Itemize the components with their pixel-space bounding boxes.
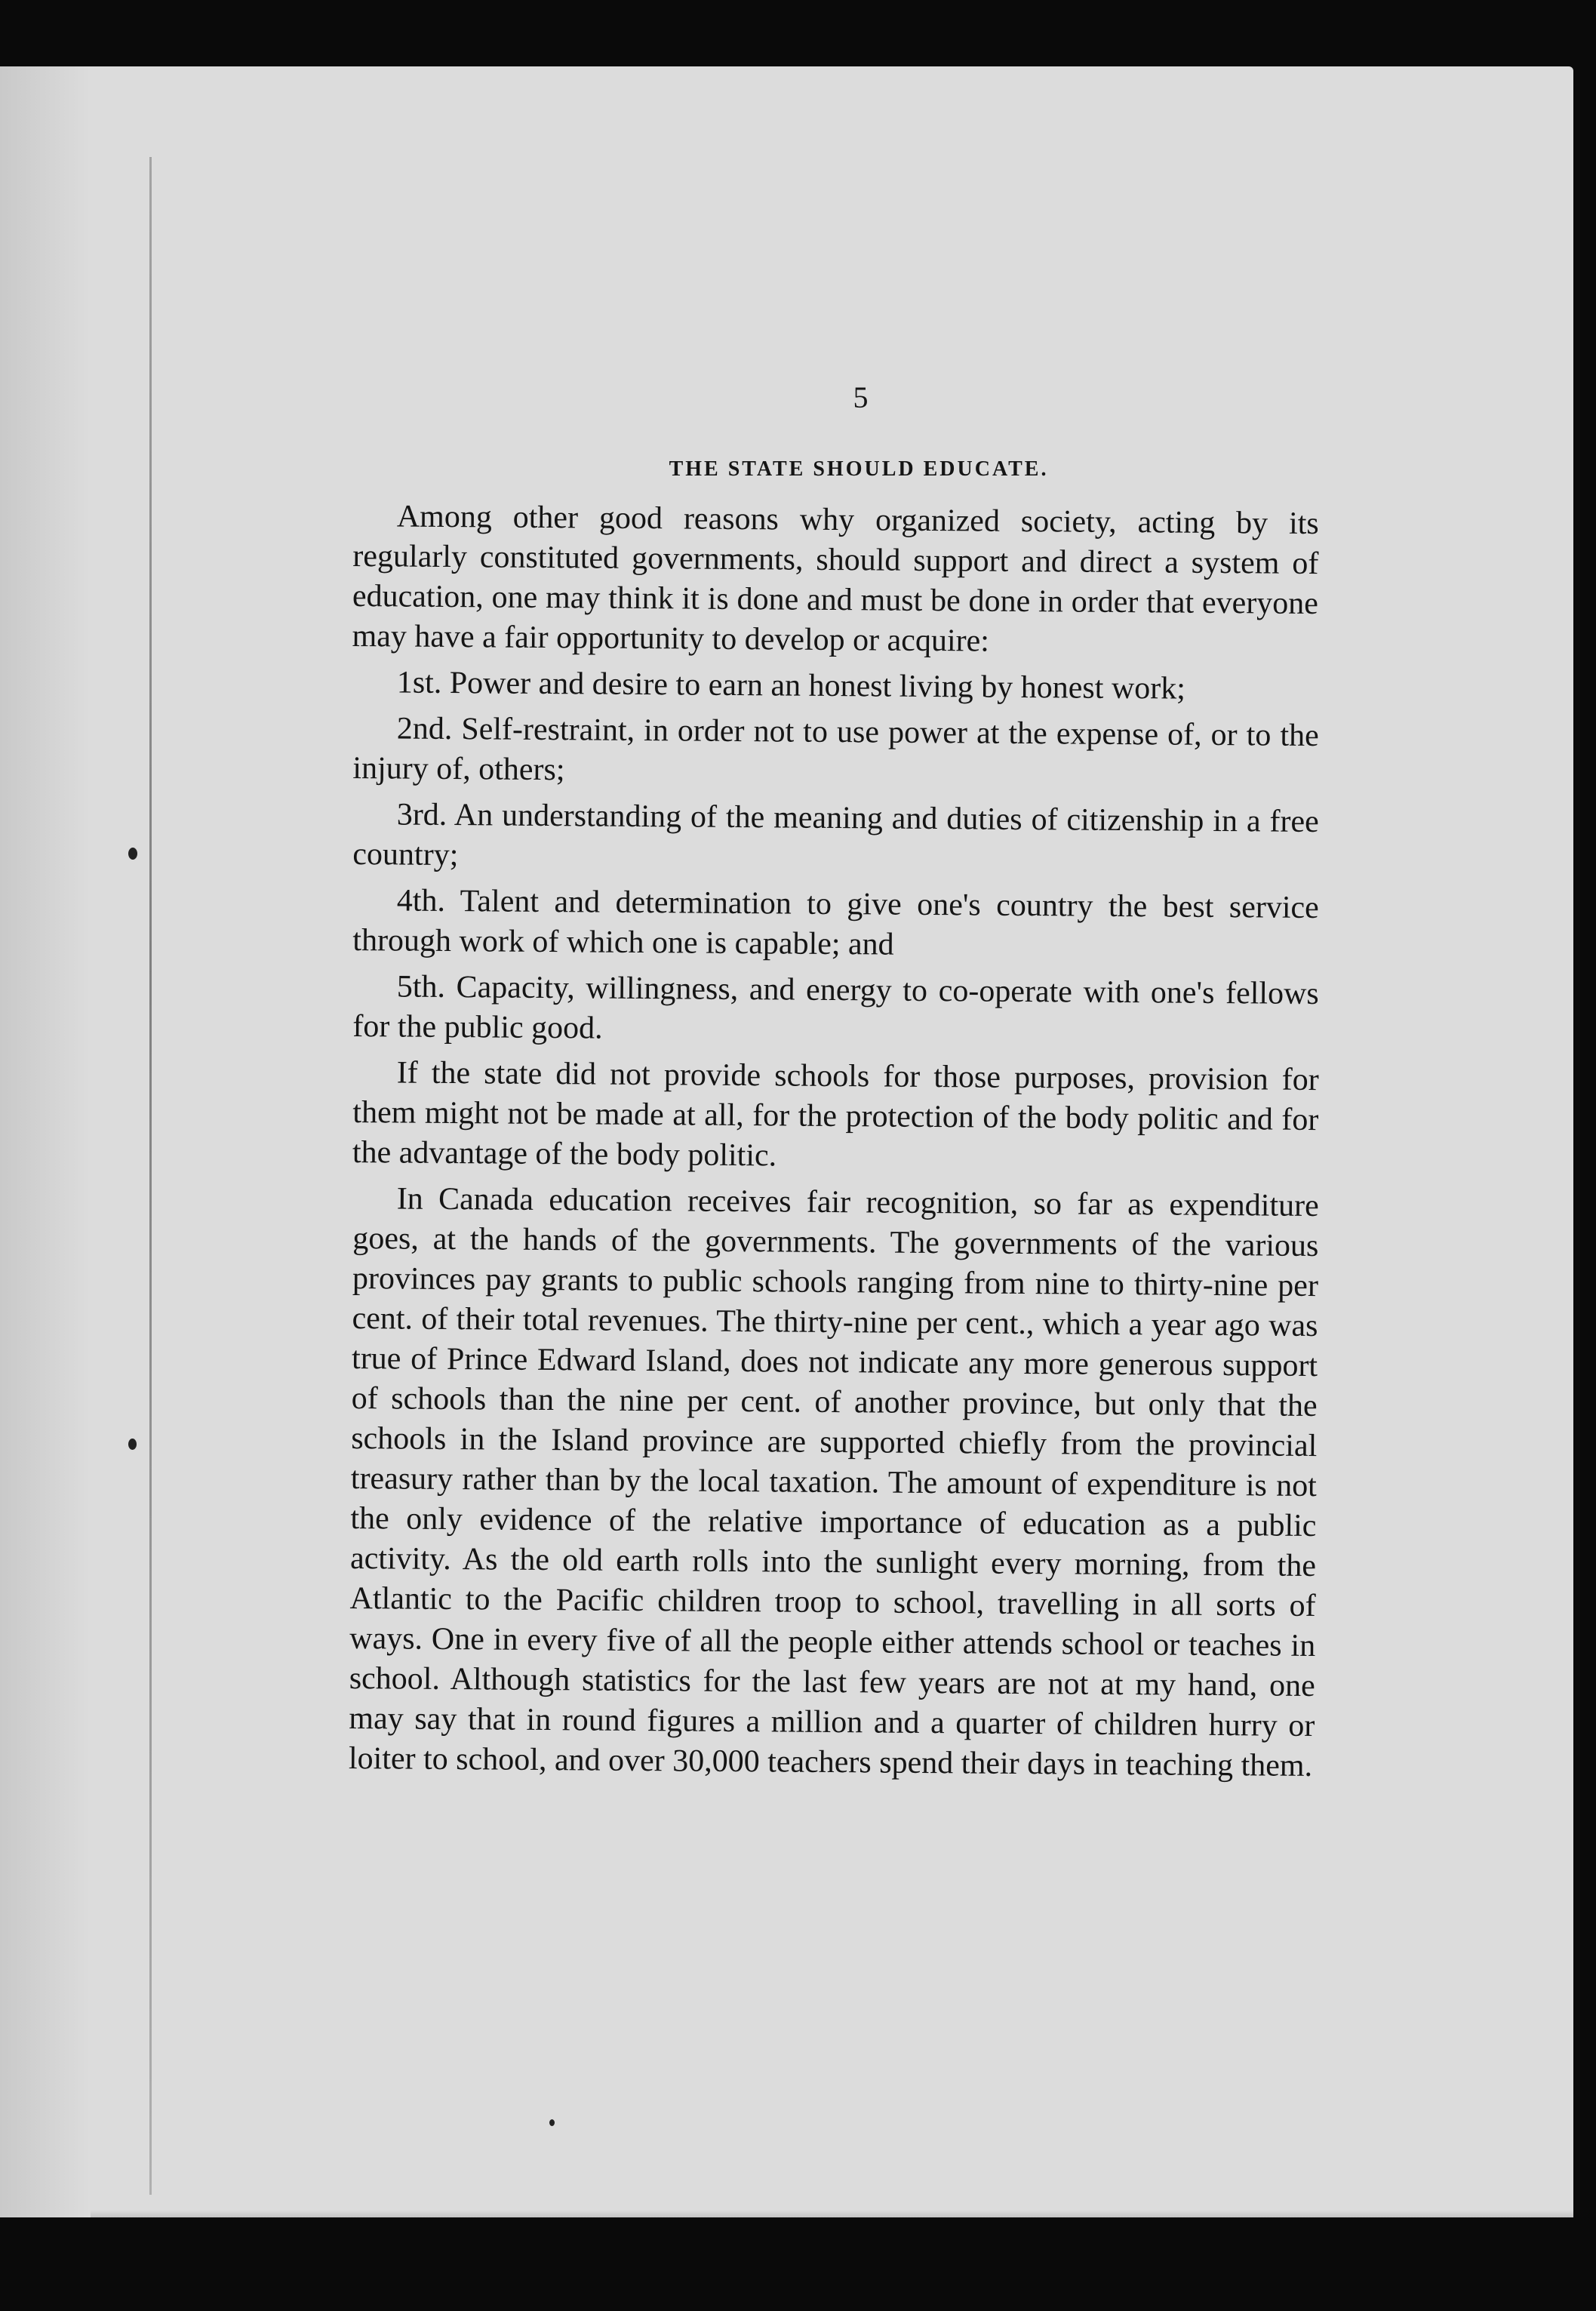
binding-gutter-line xyxy=(149,157,152,2195)
paragraph-state-schools: If the state did not provide schools for those purposes, provision for them might not be made at all, for the protection of the body politic and for the advantage of the body politic. xyxy=(352,1055,1319,1174)
section-heading: THE STATE SHOULD EDUCATE. xyxy=(669,457,1049,481)
text-block xyxy=(348,380,1319,1784)
paragraph-third: 3rd. An understanding of the meaning and duties of citizenship in a free country; xyxy=(352,797,1319,873)
speck-mark xyxy=(128,848,137,860)
paragraph-canada: In Canada education receives fair recognition, so far as expenditure goes, at the hands of the governments. The governments of the various provinces pay grants to public schools ranging from nine to thirty-nine per cent. of their total revenues. The thirty-nine per cent., which a year ago was true of Prince Edward Island, does not indicate any more generous support of schools than the nine per cent. of another province, but only that the schools in the Island province are supported chiefly from the provincial treasury rather than by the local taxation. The amount of expenditure is not the only evidence of the relative importance of education as a public activity. As the old earth rolls into the sunlight every morning, from the Atlantic to the Pacific children troop to school, travelling in all sorts of ways. One in every five of all the people either attends school or teaches in school. Although statistics for the last few years are not at my hand, one may say that in round figures a million and a quarter of children hurry or loiter to school, and over 30,000 teachers spend their days in teaching them. xyxy=(348,1181,1319,1784)
paragraph-fifth: 5th. Capacity, willingness, and energy to co-operate with one's fellows for the public good. xyxy=(352,969,1319,1046)
paragraph-intro: Among other good reasons why organized society, acting by its regularly constituted governments, should support and direct a system of education, one may think it is done and must be done in order that everyone may have a fair opportunity to develop or acquire: xyxy=(352,499,1319,659)
speck-mark xyxy=(128,1439,137,1450)
paragraph-first: 1st. Power and desire to earn an honest living by honest work; xyxy=(396,665,1186,706)
speck-mark xyxy=(549,2119,555,2126)
paragraph-fourth: 4th. Talent and determination to give one's country the best service through work of which one is capable; and xyxy=(352,883,1319,962)
page-number: 5 xyxy=(853,380,869,414)
paragraph-second: 2nd. Self-restraint, in order not to use power at the expense of, or to the injury of, others; xyxy=(352,711,1319,788)
page-shadow xyxy=(0,66,91,2217)
page-bottom-edge xyxy=(91,2210,1573,2217)
paper-page xyxy=(0,66,1573,2217)
